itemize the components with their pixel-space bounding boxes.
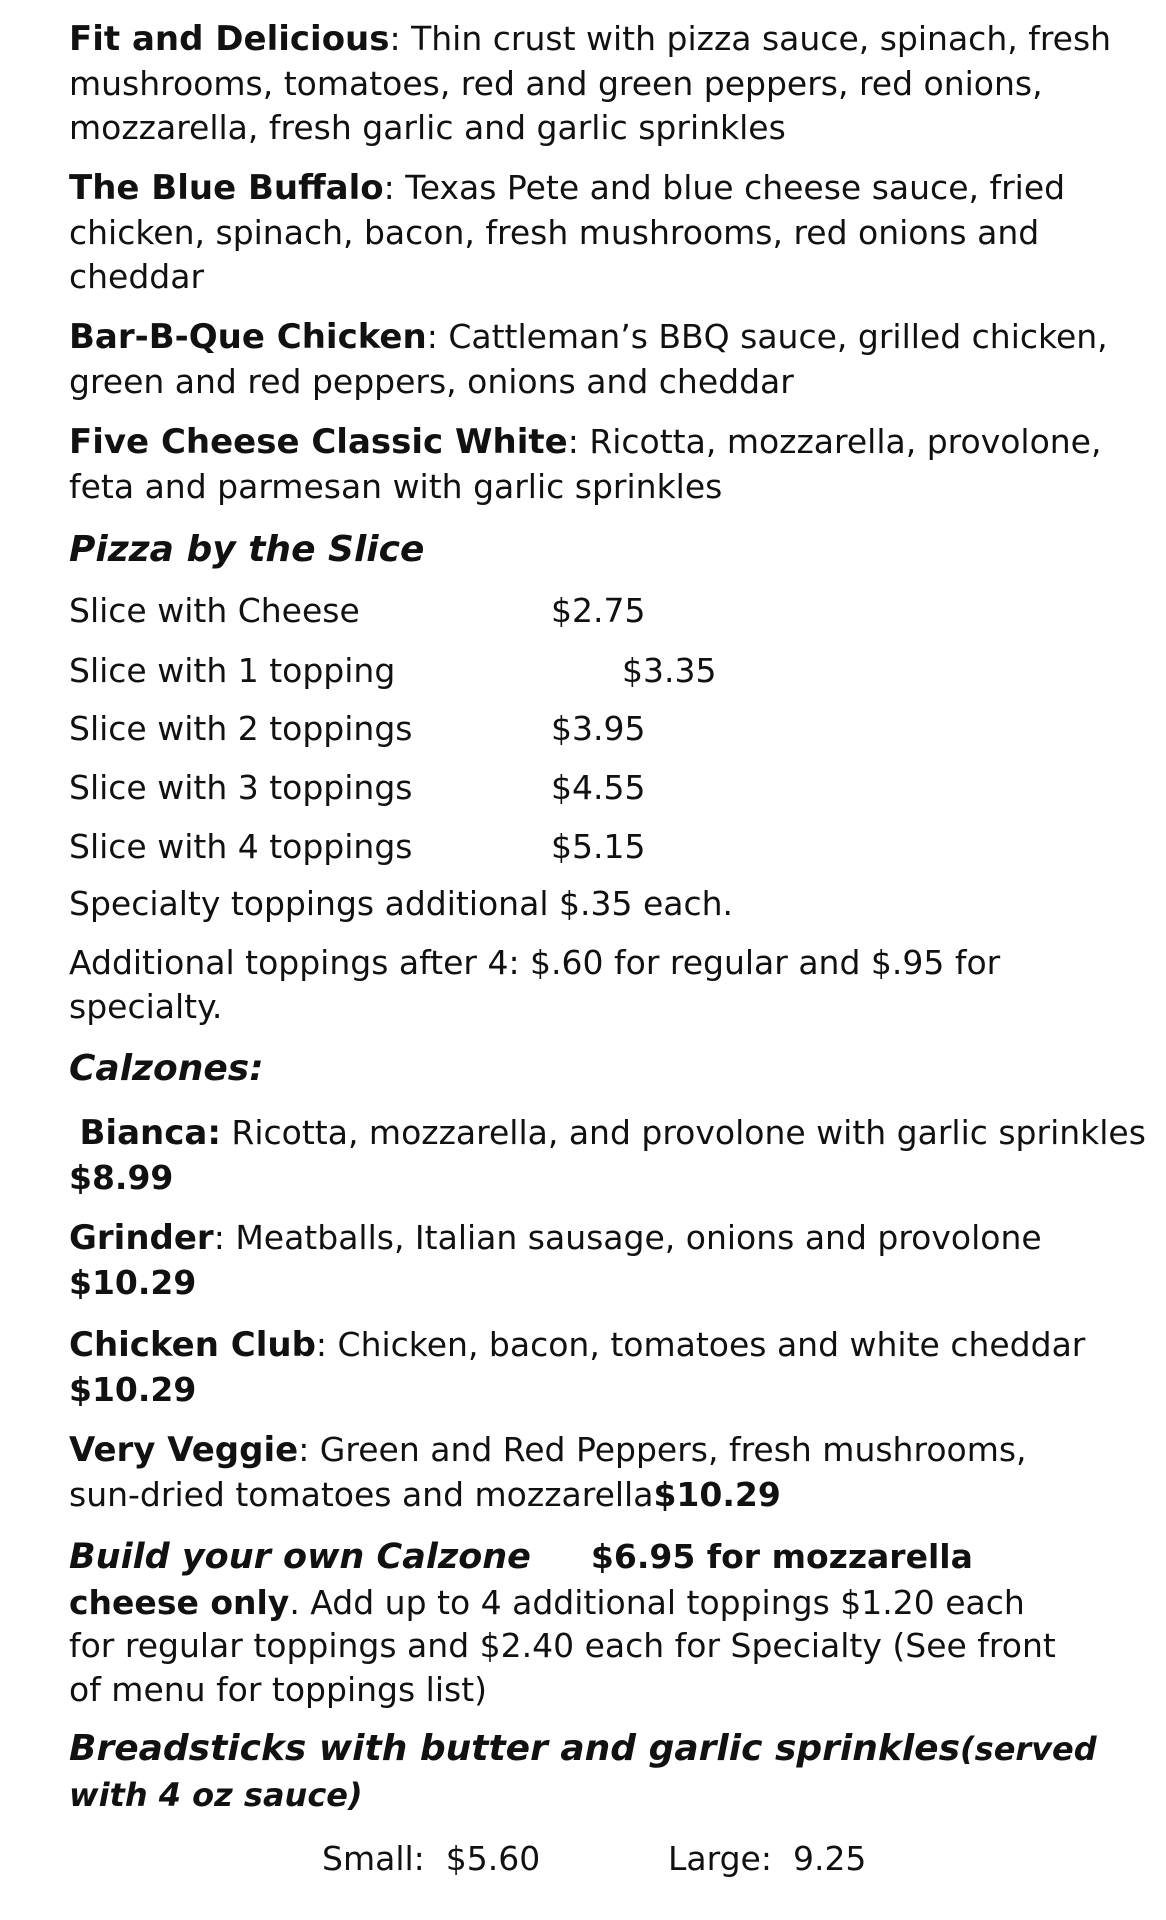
separator: : — [315, 1325, 338, 1364]
slice-label: Slice with Cheese — [69, 591, 360, 630]
slice-row — [69, 766, 869, 810]
breadsticks-title: Breadsticks with butter and garlic sprinkles — [69, 1728, 961, 1769]
specialty-toppings-note: Specialty toppings additional $.35 each. — [69, 884, 734, 923]
calzone-description: Chicken, bacon, tomatoes and white cheddar — [337, 1325, 1086, 1364]
breadsticks-heading — [69, 1725, 1129, 1817]
pizza-item-five-cheese — [69, 420, 1119, 509]
slice-row — [69, 825, 869, 869]
pizza-description: Cattleman’s BBQ sauce, grilled chicken, green and red peppers, onions and cheddar — [69, 317, 1108, 402]
breadsticks-large — [668, 1837, 866, 1881]
slice-price: $5.15 — [551, 827, 646, 866]
size-price: $5.60 — [445, 1839, 541, 1878]
slice-row — [69, 649, 869, 693]
pizza-description: Thin crust with pizza sauce, spinach, fresh mushrooms, tomatoes, red and green peppers, red onions, mozzarella, fresh garlic and garlic sprinkles — [69, 19, 1112, 148]
calzone-item-very-veggie — [69, 1428, 1059, 1517]
pizza-description: Ricotta, mozzarella, provolone, feta and parmesan with garlic sprinkles — [69, 422, 1102, 507]
slice-label: Slice with 1 topping — [69, 651, 396, 690]
breadsticks-small — [322, 1837, 540, 1881]
separator: : — [567, 422, 590, 461]
slice-price: $2.75 — [551, 591, 646, 630]
size-label: Large: — [668, 1839, 772, 1878]
separator: : — [426, 317, 449, 356]
slice-label: Slice with 3 toppings — [69, 768, 413, 807]
pizza-item-bbq-chicken — [69, 315, 1119, 404]
pizza-name: The Blue Buffalo — [69, 168, 384, 208]
pizza-description: Texas Pete and blue cheese sauce, fried chicken, spinach, bacon, fresh mushrooms, red onions and cheddar — [69, 168, 1066, 297]
calzone-item-grinder — [69, 1216, 1119, 1305]
breadsticks-note: (served with 4 oz sauce) — [69, 1730, 1097, 1814]
size-label: Small: — [322, 1839, 425, 1878]
calzone-price: $8.99 — [69, 1158, 174, 1198]
slice-label: Slice with 4 toppings — [69, 827, 413, 866]
separator: : — [383, 168, 406, 207]
calzone-price: $10.29 — [653, 1475, 781, 1515]
slice-row — [69, 589, 869, 633]
slice-label: Slice with 2 toppings — [69, 709, 413, 748]
pizza-item-fit-and-delicious — [69, 17, 1119, 150]
build-calzone-price: $6.95 for mozzarella cheese only — [69, 1537, 973, 1622]
separator: : — [298, 1430, 320, 1469]
slice-row — [69, 707, 869, 751]
calzone-name: Very Veggie — [69, 1430, 299, 1470]
build-your-own-calzone — [69, 1534, 1069, 1712]
separator: : — [213, 1218, 236, 1257]
calzone-item-chicken-club — [69, 1323, 1119, 1412]
calzones-heading: Calzones: — [69, 1048, 264, 1089]
slice-price: $3.35 — [622, 651, 717, 690]
calzone-price: $10.29 — [69, 1370, 197, 1410]
calzone-description: Meatballs, Italian sausage, onions and provolone — [235, 1218, 1042, 1257]
slice-price: $3.95 — [551, 709, 646, 748]
slice-price: $4.55 — [551, 768, 646, 807]
pizza-name: Five Cheese Classic White — [69, 422, 568, 462]
calzone-name: Grinder — [69, 1218, 214, 1258]
separator: : — [389, 19, 412, 58]
pizza-name: Fit and Delicious — [69, 19, 390, 59]
pizza-name: Bar-B-Que Chicken — [69, 317, 427, 357]
calzone-description: Ricotta, mozzarella, and provolone with garlic sprinkles — [231, 1113, 1146, 1152]
size-price: 9.25 — [792, 1839, 867, 1878]
calzone-name: Chicken Club — [69, 1325, 316, 1365]
slice-heading: Pizza by the Slice — [69, 529, 425, 570]
build-calzone-description: . Add up to 4 additional toppings $1.20 each for regular toppings and $2.40 each for Specialty (See front of menu for toppings list) — [69, 1582, 1056, 1710]
calzone-price: $10.29 — [69, 1263, 197, 1303]
build-calzone-title: Build your own Calzone — [69, 1537, 531, 1577]
pizza-item-blue-buffalo — [69, 166, 1119, 299]
calzone-description: Green and Red Peppers, fresh mushrooms, sun-dried tomatoes and mozzarella — [69, 1430, 1027, 1515]
calzone-item-bianca — [69, 1111, 1149, 1200]
separator — [221, 1113, 232, 1152]
additional-toppings-note: Additional toppings after 4: $.60 for regular and $.95 for specialty. — [69, 943, 1001, 1026]
calzone-name: Bianca: — [79, 1113, 221, 1153]
